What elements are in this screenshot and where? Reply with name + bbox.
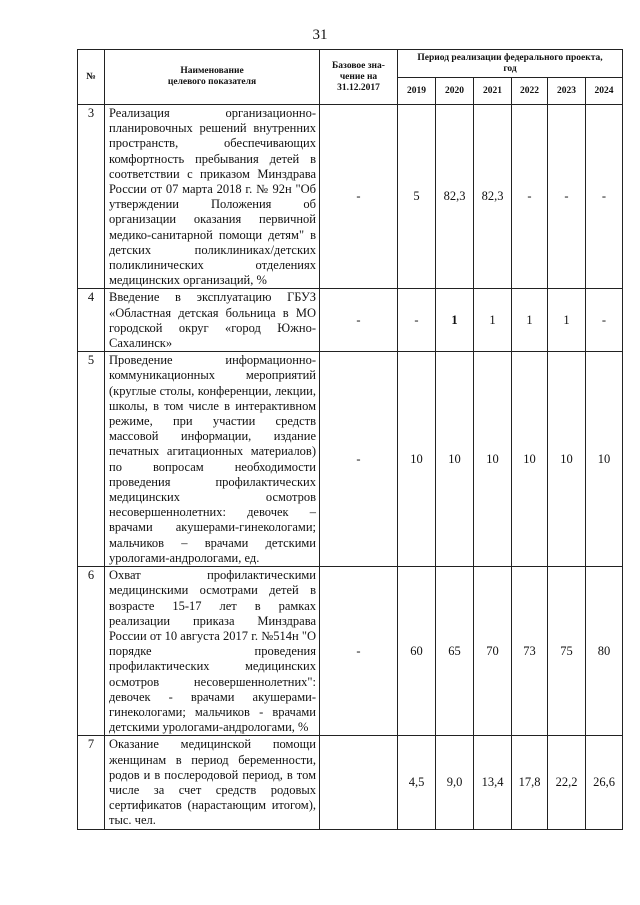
year-value: 10: [436, 352, 474, 567]
row-number: 4: [78, 289, 105, 352]
row-number: 7: [78, 736, 105, 829]
header-year: 2019: [398, 78, 436, 105]
header-year: 2023: [548, 78, 586, 105]
base-value: [320, 736, 398, 829]
year-value: 1: [436, 289, 474, 352]
year-value: -: [548, 105, 586, 289]
year-value: 73: [512, 567, 548, 736]
indicator-name: Реализация организационно-планировочных решений внутренних пространств, обеспечивающих комфортность пребывания детей в соответствии с приказом Минздрава России от 07 марта 2018 г. № 92н "Об утверждении Положения об организации оказания первичной медико-санитарной помощи детям" в детских поликлиниках/детских поликлинических отделениях медицинских организаций, %: [105, 105, 320, 289]
table-row: [78, 567, 623, 736]
indicator-name: Введение в эксплуатацию ГБУЗ «Областная детская больница в МО городской округ «город Южно-Сахалинск»: [105, 289, 320, 352]
year-value: -: [586, 105, 623, 289]
header-base-line2: чение на: [339, 71, 378, 82]
header-period-line1: Период реализации федерального проекта,: [417, 52, 603, 63]
header-year: 2020: [436, 78, 474, 105]
page-number: 31: [312, 27, 328, 43]
header-year: 2024: [586, 78, 623, 105]
header-base-line3: 31.12.2017: [337, 82, 380, 93]
year-value: 80: [586, 567, 623, 736]
year-value: 9,0: [436, 736, 474, 829]
table-row: [78, 289, 623, 352]
header-base-line1: Базовое зна-: [332, 60, 385, 71]
year-value: 1: [548, 289, 586, 352]
year-value: 26,6: [586, 736, 623, 829]
year-value: 10: [398, 352, 436, 567]
header-period-line2: год: [503, 63, 517, 74]
year-value: -: [512, 105, 548, 289]
year-value: 70: [474, 567, 512, 736]
year-value: 82,3: [436, 105, 474, 289]
header-name-line2: целевого показателя: [167, 77, 257, 87]
header-name-line1: Наименование: [180, 66, 244, 76]
year-value: 10: [586, 352, 623, 567]
indicator-name: Охват профилактическими медицинскими осмотрами детей в возрасте 15-17 лет в рамках реализации приказа Минздрава России от 10 августа 2017 г. №514н "О порядке проведения профилактических медицинских осмотров несовершеннолетних": девочек - врачами акушерами-гинекологами; мальчиков - врачами детскими урологами-андрологами, %: [105, 567, 320, 736]
year-value: 75: [548, 567, 586, 736]
header-indicator-name: [105, 50, 320, 105]
header-year: 2021: [474, 78, 512, 105]
year-value: 10: [512, 352, 548, 567]
header-year: 2022: [512, 78, 548, 105]
row-number: 6: [78, 567, 105, 736]
year-value: 10: [548, 352, 586, 567]
year-value: 22,2: [548, 736, 586, 829]
base-value: -: [320, 567, 398, 736]
table-row: [78, 352, 623, 567]
year-value: 60: [398, 567, 436, 736]
year-value: -: [586, 289, 623, 352]
year-value: 17,8: [512, 736, 548, 829]
year-value: -: [398, 289, 436, 352]
row-number: 5: [78, 352, 105, 567]
year-value: 10: [474, 352, 512, 567]
base-value: -: [320, 352, 398, 567]
table-row: [78, 105, 623, 289]
year-value: 65: [436, 567, 474, 736]
year-value: 1: [512, 289, 548, 352]
header-num: №: [78, 50, 105, 105]
header-period: [398, 50, 623, 78]
year-value: 82,3: [474, 105, 512, 289]
year-value: 4,5: [398, 736, 436, 829]
indicator-name: Оказание медицинской помощи женщинам в период беременности, родов и в послеродовой период, в том числе за счет средств родовых сертификатов (нарастающим итогом), тыс. чел.: [105, 736, 320, 829]
indicator-name: Проведение информационно-коммуникационных мероприятий (круглые столы, конференции, лекции, школы, в том числе в интерактивном режиме, при участии средств массовой информации, издание печатных агитационных материалов) по вопросам необходимости проведения профилактических медицинских осмотров несовершеннолетних: девочек – врачами акушерами-гинекологами; мальчиков – врачами детскими урологами-андрологами, ед.: [105, 352, 320, 567]
row-number: 3: [78, 105, 105, 289]
base-value: -: [320, 289, 398, 352]
year-value: 1: [474, 289, 512, 352]
year-value: 13,4: [474, 736, 512, 829]
base-value: -: [320, 105, 398, 289]
table-row: [78, 736, 623, 829]
header-base-value: [320, 50, 398, 105]
year-value: 5: [398, 105, 436, 289]
target-indicators-table: [77, 49, 623, 830]
